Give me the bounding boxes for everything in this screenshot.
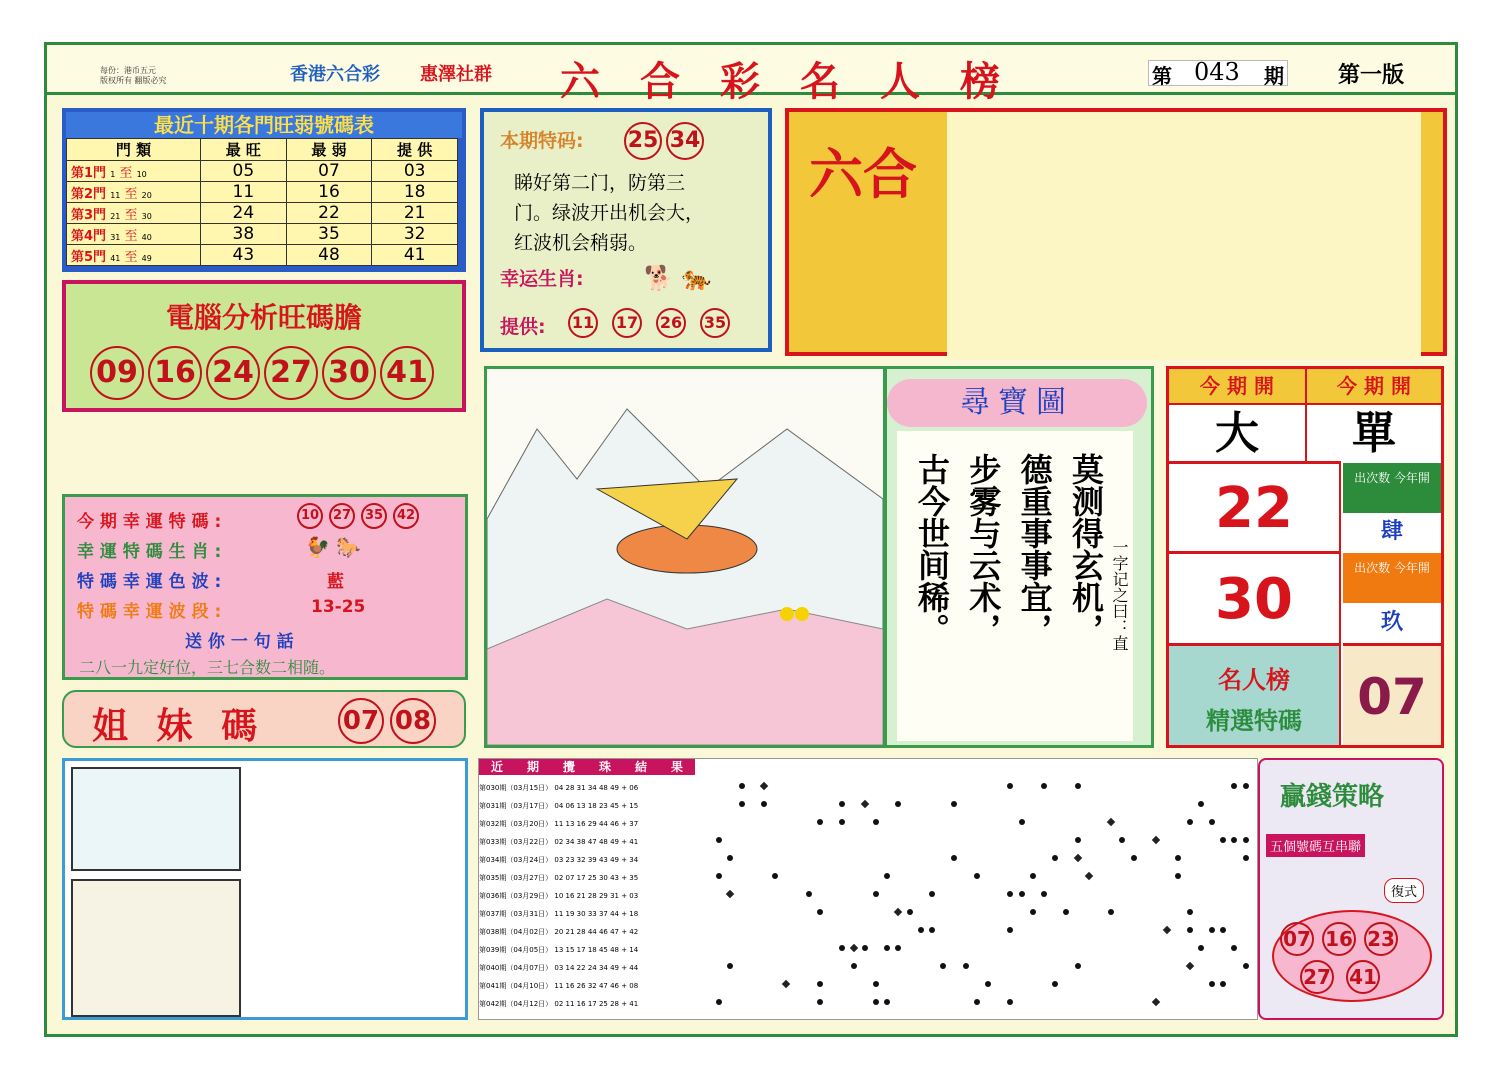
door-name: 第3門 (71, 207, 107, 223)
trend-dot (951, 801, 957, 807)
recent-row (479, 797, 695, 815)
number-ball: 30 (322, 346, 376, 400)
trend-dot (739, 783, 745, 789)
strong-weak-row (67, 224, 458, 245)
door-cell (67, 224, 201, 245)
trend-dot (772, 873, 778, 879)
special-label: 本期特码: (500, 130, 584, 152)
famous-sub: 精選特碼 (1206, 707, 1302, 735)
give-cell: 32 (372, 224, 458, 245)
trend-dot (739, 801, 745, 807)
special-panel (480, 108, 772, 352)
lucky-line-2: 幸 運 特 碼 生 肖 : (77, 542, 222, 562)
special-mark (1152, 836, 1160, 844)
trend-dot (1119, 837, 1125, 843)
lucky-panel (62, 494, 468, 680)
special-mark (726, 890, 734, 898)
recent-row-nums: 03 14 22 24 34 49 + 44 (554, 964, 639, 972)
recent-row-nums: 13 15 17 18 45 48 + 14 (554, 946, 639, 954)
number-ball: 09 (90, 346, 144, 400)
special-text-line: 红波机会稍弱。 (514, 232, 648, 254)
special-mark (1085, 872, 1093, 880)
special-mark (1163, 926, 1171, 934)
number-ball: 27 (329, 503, 355, 529)
recent-header-char: 攪 (562, 760, 575, 774)
trend-dot (1175, 855, 1181, 861)
poem-column: 德重事事宜， (1015, 453, 1054, 645)
trend-dot (806, 891, 812, 897)
lucky-line-1: 今 期 幸 運 特 碼 : (77, 512, 222, 532)
recent-rows (479, 779, 695, 1013)
treasure-poem (909, 453, 1109, 713)
recent-header-char: 結 (634, 760, 647, 774)
trend-dot (1231, 783, 1237, 789)
recent-row-nums: 11 16 26 32 47 46 + 08 (554, 982, 639, 990)
door-cell (67, 245, 201, 266)
trend-dot (929, 927, 935, 933)
recent-row-label: 第035期（03月27日） (479, 874, 553, 882)
trend-dot (907, 909, 913, 915)
rooster-horse-icon: 🐓 🐎 (305, 535, 362, 559)
tag-orange (1343, 553, 1441, 603)
recent-row-label: 第032期（03月20日） (479, 820, 553, 828)
door-to-label: 至 (124, 228, 138, 244)
give-cell: 03 (372, 161, 458, 182)
trend-dot (1052, 981, 1058, 987)
issue-suffix: 期 (1264, 64, 1284, 88)
trend-dot (1041, 783, 1047, 789)
result-head-2: 今 期 開 (1307, 369, 1441, 403)
recent-row-label: 第030期（03月15日） (479, 784, 553, 792)
trend-dot (929, 891, 935, 897)
special-mark (1073, 854, 1081, 862)
door-to-label: 至 (124, 249, 138, 265)
door-to: 20 (141, 190, 152, 200)
trend-dot (1030, 873, 1036, 879)
trend-chart (697, 759, 1257, 1019)
recent-header-char: 期 (526, 760, 539, 774)
trend-dot (895, 945, 901, 951)
min-cell: 22 (286, 203, 372, 224)
edition-label: 第一版 (1338, 63, 1405, 88)
computer-title: 電腦分析旺碼膽 (165, 301, 362, 334)
give-cell: 41 (372, 245, 458, 266)
sister-numbers (338, 698, 442, 744)
number-ball: 23 (1364, 922, 1398, 956)
lucky-line-3: 特 碼 幸 運 色 波 : (77, 572, 222, 592)
recent-header-char: 珠 (598, 760, 611, 774)
recent-row-label: 第034期（03月24日） (479, 856, 553, 864)
trend-dot (839, 819, 845, 825)
recent-row-nums: 20 21 28 44 46 47 + 42 (554, 928, 639, 936)
result-val-1: 肆 (1380, 519, 1403, 544)
trend-dot (817, 999, 823, 1005)
number-ball: 10 (297, 503, 323, 529)
page-title: 六合彩名人榜 (560, 58, 1040, 105)
poem-column: 古今世间稀。 (913, 453, 951, 645)
door-name: 第5門 (71, 249, 107, 265)
strong-weak-panel (62, 108, 466, 272)
number-ball: 24 (206, 346, 260, 400)
result-panel (1166, 366, 1444, 748)
lucky-range: 13-25 (311, 597, 366, 617)
special-mark (849, 944, 857, 952)
tag-orange-a: 出次数 (1354, 561, 1391, 575)
strategy-numbers-bottom (1300, 960, 1392, 994)
tag-green (1343, 463, 1441, 513)
special-text-line: 睇好第二门，防第三 (514, 172, 686, 194)
number-ball: 26 (656, 308, 686, 338)
trend-dot (1108, 909, 1114, 915)
strategy-panel (1258, 758, 1444, 1020)
trend-dot (727, 963, 733, 969)
strategy-subtitle: 五個號碼互串聯 (1266, 834, 1365, 857)
trend-dot (1243, 783, 1249, 789)
strong-weak-table (66, 138, 458, 266)
issue-number: 043 (1194, 58, 1240, 86)
recent-header-char: 近 (490, 760, 503, 774)
result-num-1: 22 (1169, 461, 1341, 551)
min-cell: 48 (286, 245, 372, 266)
trend-dot (1231, 837, 1237, 843)
special-mark (1107, 818, 1115, 826)
trend-dot (1007, 999, 1013, 1005)
trend-dot (1041, 891, 1047, 897)
number-ball: 27 (264, 346, 318, 400)
recent-row (479, 941, 695, 959)
min-cell: 07 (286, 161, 372, 182)
min-cell: 16 (286, 182, 372, 203)
recent-row-label: 第038期（04月02日） (479, 928, 553, 936)
recent-row (479, 851, 695, 869)
recent-row-label: 第041期（04月10日） (479, 982, 553, 990)
result-single: 單 (1307, 403, 1441, 461)
book-image (71, 767, 241, 871)
recent-row (479, 977, 695, 995)
recent-row-label: 第042期（04月12日） (479, 1000, 553, 1008)
number-ball: 41 (380, 346, 434, 400)
trend-dot (761, 801, 767, 807)
trend-dot (1231, 945, 1237, 951)
max-cell: 24 (201, 203, 287, 224)
famous-title: 名人榜 (1218, 666, 1290, 694)
door-from: 1 (110, 169, 116, 179)
tag-green-a: 出次数 (1354, 471, 1391, 485)
trend-dot (1220, 927, 1226, 933)
min-cell: 35 (286, 224, 372, 245)
trend-dot (918, 927, 924, 933)
trend-dot (1187, 909, 1193, 915)
special-mark (861, 800, 869, 808)
door-cell (67, 161, 201, 182)
strong-weak-title: 最近十期各門旺弱號碼表 (66, 112, 462, 138)
result-big: 大 (1169, 403, 1307, 461)
number-ball: 35 (700, 308, 730, 338)
recent-row (479, 869, 695, 887)
strong-weak-header (67, 139, 458, 161)
recent-row-label: 第031期（03月17日） (479, 802, 553, 810)
trend-dot (1220, 981, 1226, 987)
door-cell (67, 182, 201, 203)
max-cell: 05 (201, 161, 287, 182)
brand-hk-marksix: 香港六合彩 (290, 64, 380, 85)
scholar-image (71, 879, 241, 1017)
recent-row-nums: 03 23 32 39 43 49 + 34 (554, 856, 639, 864)
recent-row (479, 779, 695, 797)
door-from: 31 (110, 232, 121, 242)
treasure-title: 尋寶圖 (887, 379, 1147, 427)
recent-row-label: 第040期（04月07日） (479, 964, 553, 972)
trend-dot (974, 999, 980, 1005)
lucky-line-4: 特 碼 幸 運 波 段 : (77, 602, 222, 622)
sister-panel (62, 690, 466, 748)
trend-dot (716, 999, 722, 1005)
door-to-label: 至 (119, 165, 133, 181)
special-mark (1152, 998, 1160, 1006)
trend-dot (716, 873, 722, 879)
trend-dot (974, 873, 980, 879)
zodiac-animals (644, 264, 711, 292)
trend-dot (1209, 819, 1215, 825)
number-ball: 11 (568, 308, 598, 338)
strong-weak-row (67, 161, 458, 182)
treasure-panel (884, 366, 1154, 748)
trend-dot (1007, 891, 1013, 897)
tiger-icon: 🐅 (681, 264, 712, 292)
trend-dot (817, 819, 823, 825)
trend-dot (873, 999, 879, 1005)
give-label: 提供: (500, 316, 546, 338)
recent-row (479, 887, 695, 905)
strategy-numbers-top (1280, 922, 1406, 956)
trend-dot (951, 855, 957, 861)
recent-row-label: 第037期（03月31日） (479, 910, 553, 918)
trend-dot (1209, 927, 1215, 933)
trend-dot (1075, 963, 1081, 969)
issue-prefix: 第 (1152, 64, 1172, 88)
door-to: 40 (141, 232, 152, 242)
result-num-2: 30 (1169, 551, 1341, 643)
door-to-label: 至 (124, 207, 138, 223)
famous-box (1169, 643, 1341, 745)
tag-orange-b: 今年開 (1393, 561, 1430, 575)
recent-row-label: 第033期（03月22日） (479, 838, 553, 846)
computer-panel (62, 280, 466, 412)
door-cell (67, 203, 201, 224)
recent-header-char: 果 (670, 760, 683, 774)
trend-dot (963, 963, 969, 969)
bottom-left-panel (62, 758, 468, 1020)
trend-dot (985, 981, 991, 987)
door-to: 49 (141, 253, 152, 263)
door-from: 21 (110, 211, 121, 221)
door-from: 11 (110, 190, 121, 200)
trend-dot (1220, 837, 1226, 843)
trend-dot (873, 891, 879, 897)
trend-dot (895, 801, 901, 807)
number-ball: 07 (1280, 922, 1314, 956)
door-name: 第1門 (71, 165, 107, 181)
number-ball: 16 (1322, 922, 1356, 956)
lucky-line-6: 二八一九定好位，三七合数二相随。 (79, 658, 336, 677)
trend-dot (1243, 837, 1249, 843)
logo-image (785, 108, 1447, 356)
trend-dot (1243, 963, 1249, 969)
trend-dot (1187, 927, 1193, 933)
recent-row-nums: 02 11 16 17 25 28 + 41 (554, 1000, 639, 1008)
door-from: 41 (110, 253, 121, 263)
result-head-1: 今 期 開 (1169, 369, 1307, 403)
price-line-1: 每份：港币五元 (100, 66, 156, 75)
col-header: 提 供 (372, 139, 458, 161)
trend-dot (1175, 873, 1181, 879)
give-numbers (568, 308, 744, 338)
zodiac-label: 幸运生肖: (500, 268, 584, 290)
trend-dot (873, 981, 879, 987)
recent-row-nums: 02 34 38 47 48 49 + 41 (554, 838, 639, 846)
trend-dot (1030, 909, 1036, 915)
recent-results-panel (478, 758, 1258, 1020)
trend-dot (1075, 783, 1081, 789)
trend-dot (1243, 855, 1249, 861)
number-ball: 17 (612, 308, 642, 338)
give-cell: 18 (372, 182, 458, 203)
recent-row-nums: 11 19 30 33 37 44 + 18 (554, 910, 639, 918)
recent-row (479, 995, 695, 1013)
poem-column: 步雾与云术， (964, 453, 1003, 645)
recent-row (479, 905, 695, 923)
trend-dot (884, 873, 890, 879)
logo-glyph-left: 六合 (809, 142, 917, 206)
max-cell: 11 (201, 182, 287, 203)
door-to: 10 (136, 169, 147, 179)
special-mark (1185, 962, 1193, 970)
trend-dot (884, 945, 890, 951)
max-cell: 38 (201, 224, 287, 245)
lucky-numbers (297, 503, 425, 529)
recent-row (479, 923, 695, 941)
recent-header (479, 759, 695, 775)
fushi-label: 復式 (1384, 878, 1424, 903)
recent-row-label: 第036期（03月29日） (479, 892, 553, 900)
recent-row (479, 833, 695, 851)
poem-column: 莫测得玄机， (1066, 453, 1105, 645)
trend-dot (727, 855, 733, 861)
trend-dot (851, 963, 857, 969)
tag-green-b: 今年開 (1393, 471, 1430, 485)
recent-row-label: 第039期（04月05日） (479, 946, 553, 954)
bird-landscape-image (487, 369, 883, 745)
recent-row-nums: 04 06 13 18 23 45 + 15 (554, 802, 639, 810)
col-header: 最 旺 (201, 139, 287, 161)
trend-dot (1131, 855, 1137, 861)
strong-weak-row (67, 245, 458, 266)
famous-special-num: 07 (1343, 643, 1441, 745)
trend-dot (716, 837, 722, 843)
special-mark (760, 782, 768, 790)
number-ball: 16 (148, 346, 202, 400)
trend-dot (839, 945, 845, 951)
max-cell: 43 (201, 245, 287, 266)
treasure-hint: 一字记之曰：直 (1110, 539, 1129, 651)
brand-community: 惠澤社群 (420, 64, 492, 85)
trend-dot (940, 963, 946, 969)
trend-dot (1209, 981, 1215, 987)
door-name: 第2門 (71, 186, 107, 202)
lucky-color: 藍 (327, 572, 344, 592)
strategy-title: 贏錢策略 (1280, 782, 1385, 812)
trend-dot (1063, 909, 1069, 915)
trend-dot (1187, 819, 1193, 825)
special-text (514, 168, 704, 258)
door-to-label: 至 (124, 186, 138, 202)
trend-dot (1075, 837, 1081, 843)
number-ball: 07 (338, 698, 384, 744)
number-ball: 35 (361, 503, 387, 529)
sister-label: 姐 妹 碼 (92, 706, 266, 747)
trend-dot (873, 819, 879, 825)
trend-dot (884, 999, 890, 1005)
trend-dot (1007, 927, 1013, 933)
col-header: 門 類 (67, 139, 201, 161)
special-numbers (624, 122, 708, 160)
recent-row-nums: 11 13 16 29 44 46 + 37 (554, 820, 639, 828)
recent-row-nums: 10 16 21 28 29 31 + 03 (554, 892, 639, 900)
recent-row-nums: 04 28 31 34 48 49 + 06 (554, 784, 639, 792)
trend-dot (817, 981, 823, 987)
number-ball: 08 (390, 698, 436, 744)
computer-numbers (66, 346, 462, 400)
recent-row (479, 815, 695, 833)
trend-dot (817, 909, 823, 915)
dog-icon: 🐕 (644, 264, 674, 292)
trend-dot (862, 945, 868, 951)
trend-dot (1007, 783, 1013, 789)
number-ball: 27 (1300, 960, 1334, 994)
trend-dot (1019, 891, 1025, 897)
blank-area (947, 112, 1421, 360)
recent-row-nums: 02 07 17 25 30 43 + 35 (554, 874, 639, 882)
trend-dot (1198, 801, 1204, 807)
number-ball: 42 (393, 503, 419, 529)
special-mark (782, 980, 790, 988)
number-ball: 25 (624, 122, 662, 160)
col-header: 最 弱 (286, 139, 372, 161)
price-line-2: 版权所有 翻版必究 (100, 76, 167, 85)
recent-row (479, 959, 695, 977)
special-mark (894, 908, 902, 916)
number-ball: 41 (1346, 960, 1380, 994)
trend-dot (1198, 945, 1204, 951)
number-ball: 34 (666, 122, 704, 160)
strong-weak-row (67, 182, 458, 203)
lucky-line-5: 送 你 一 句 話 (185, 632, 294, 652)
door-name: 第4門 (71, 228, 107, 244)
door-to: 30 (141, 211, 152, 221)
trend-dot (1019, 819, 1025, 825)
special-text-line: 门。绿波开出机会大， (514, 202, 705, 224)
result-val-2: 玖 (1380, 610, 1403, 635)
give-cell: 21 (372, 203, 458, 224)
riddle-painting (484, 366, 886, 748)
trend-dot (1052, 855, 1058, 861)
trend-dot (839, 801, 845, 807)
strong-weak-row (67, 203, 458, 224)
